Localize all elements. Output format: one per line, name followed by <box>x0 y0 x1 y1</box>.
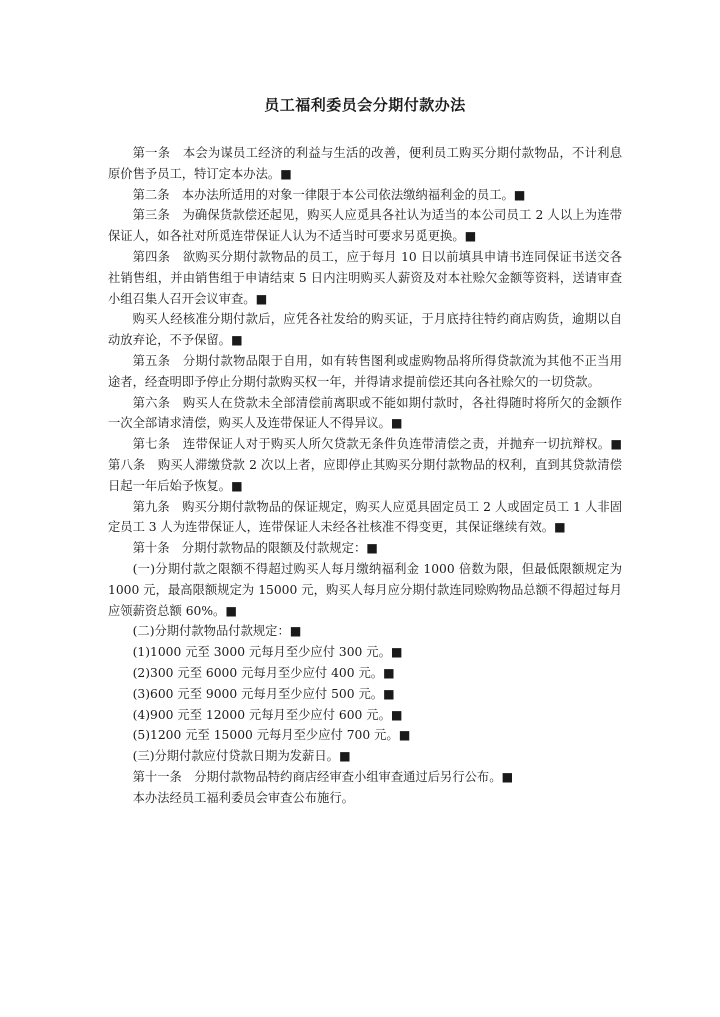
paragraph-article-6: 第六条 购买人在贷款未全部清偿前离职或不能如期付款时，各社得随时将所欠的金额作一次全部请求清偿，购买人及连带保证人不得异议。■ <box>108 395 622 431</box>
list-item-payment-1: (1)1000 元至 3000 元每月至少应付 300 元。■ <box>132 645 403 660</box>
document-body <box>108 143 622 809</box>
paragraph-article-5: 第五条 分期付款物品限于自用，如有转售图利或虚购物品将所得贷款流为其他不正当用途者，经查明即予停止分期付款购买权一年，并得请求提前偿还其向各社赊欠的一切贷款。 <box>108 353 622 389</box>
paragraph-article-4-purchase-card: 购买人经核准分期付款后，应凭各社发给的购买证，于月底持往特约商店购货，逾期以自动放弃论，不予保留。■ <box>108 312 622 348</box>
list-item-payment-2: (2)300 元至 6000 元每月至少应付 400 元。■ <box>132 665 395 680</box>
document-title: 员工福利委员会分期付款办法 <box>264 96 466 114</box>
paragraph-article-3: 第三条 为确保货款偿还起见，购买人应觅具各社认为适当的本公司员工 2 人以上为连带保证人，如各社对所觅连带保证人认为不适当时可要求另觅更换。■ <box>108 208 622 244</box>
paragraph-limit-rule: (一)分期付款之限额不得超过购买人每月缴纳福利金 1000 倍数为限，但最低限额规定为 1000 元，最高限额规定为 15000 元，购买人每月应分期付款连同赊购物品总额不得超过每月应领薪资总额 60%。■ <box>108 561 622 618</box>
paragraph-article-4: 第四条 欲购买分期付款物品的员工，应于每月 10 日以前填具申请书连同保证书送交各社销售组，并由销售组于申请结束 5 日内注明购买人薪资及对本社赊欠金额等资料，送请审查小组召集人召开会议审查。■ <box>108 249 622 306</box>
list-item-payment-3: (3)600 元至 9000 元每月至少应付 500 元。■ <box>132 686 395 701</box>
paragraph-payment-date: (三)分期付款应付贷款日期为发薪日。■ <box>132 749 351 764</box>
paragraph-article-9: 第九条 购买分期付款物品的保证规定，购买人应觅具固定员工 2 人或固定员工 1 人非固定员工 3 人为连带保证人，连带保证人未经各社核准不得变更，其保证继续有效。■ <box>108 499 622 535</box>
paragraph-article-7-8: 第七条 连带保证人对于购买人所欠贷款无条件负连带清偿之责，并抛弃一切抗辩权。■ 第八条 购买人滞缴贷款 2 次以上者，应即停止其购买分期付款物品的权利，直到其贷款清偿日起一年后始予恢复。■ <box>108 437 622 493</box>
paragraph-article-1: 第一条 本会为谋员工经济的利益与生活的改善，便利员工购买分期付款物品，不计利息原价售予员工，特订定本办法。■ <box>108 146 622 181</box>
list-item-payment-4: (4)900 元至 12000 元每月至少应付 600 元。■ <box>132 707 403 722</box>
paragraph-payment-rule: (二)分期付款物品付款规定：■ <box>132 624 302 639</box>
paragraph-article-10: 第十条 分期付款物品的限额及付款规定：■ <box>132 541 378 556</box>
paragraph-article-11: 第十一条 分期付款物品特约商店经审查小组审查通过后另行公布。■ <box>132 769 514 784</box>
paragraph-article-2: 第二条 本办法所适用的对象一律限于本公司依法缴纳福利金的员工。■ <box>132 187 526 202</box>
paragraph-enactment: 本办法经员工福利委员会审查公布施行。 <box>132 790 354 805</box>
list-item-payment-5: (5)1200 元至 15000 元每月至少应付 700 元。■ <box>132 728 411 743</box>
